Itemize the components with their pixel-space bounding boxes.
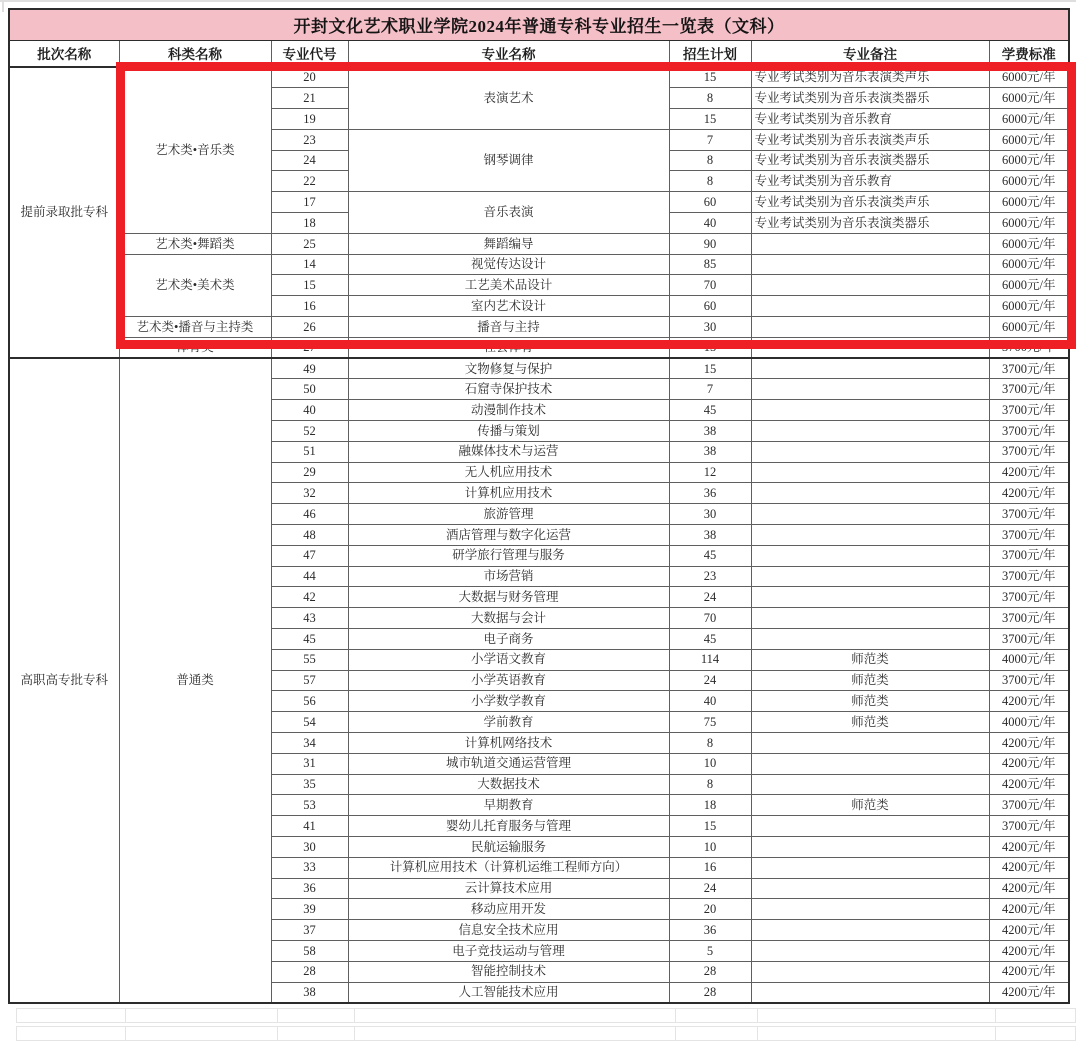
major-name-cell: 小学语文教育 (348, 649, 669, 670)
plan-cell: 5 (669, 940, 751, 961)
plan-cell: 15 (669, 337, 751, 358)
tuition-cell: 3700元/年 (989, 504, 1069, 525)
plan-cell: 15 (669, 358, 751, 379)
major-code-cell: 24 (271, 150, 348, 171)
major-code-cell: 58 (271, 940, 348, 961)
major-code-cell: 50 (271, 379, 348, 400)
admissions-table (8, 8, 1070, 1004)
major-code-cell: 42 (271, 587, 348, 608)
major-name-cell: 电子竞技运动与管理 (348, 940, 669, 961)
tuition-cell: 3700元/年 (989, 795, 1069, 816)
tuition-cell: 3700元/年 (989, 816, 1069, 837)
plan-cell: 8 (669, 774, 751, 795)
tuition-cell: 4200元/年 (989, 483, 1069, 504)
major-code-cell: 43 (271, 608, 348, 629)
remark-cell: 师范类 (751, 691, 989, 712)
tuition-cell: 3700元/年 (989, 400, 1069, 421)
major-name-cell: 小学数学教育 (348, 691, 669, 712)
tuition-cell: 3700元/年 (989, 337, 1069, 358)
title-row (9, 9, 1069, 40)
tuition-cell: 4200元/年 (989, 920, 1069, 941)
remark-cell (751, 982, 989, 1003)
column-header-category: 科类名称 (119, 40, 271, 67)
major-name-cell: 石窟寺保护技术 (348, 379, 669, 400)
tuition-cell: 6000元/年 (989, 67, 1069, 88)
table-row (9, 337, 1069, 358)
major-code-cell: 17 (271, 192, 348, 213)
tuition-cell: 3700元/年 (989, 566, 1069, 587)
major-code-cell: 45 (271, 629, 348, 650)
major-code-cell: 18 (271, 213, 348, 234)
tuition-cell: 3700元/年 (989, 441, 1069, 462)
major-name-cell: 婴幼儿托育服务与管理 (348, 816, 669, 837)
tuition-cell: 4000元/年 (989, 649, 1069, 670)
plan-cell: 45 (669, 400, 751, 421)
tuition-cell: 6000元/年 (989, 192, 1069, 213)
major-name-cell: 舞蹈编导 (348, 233, 669, 254)
major-code-cell: 30 (271, 836, 348, 857)
plan-cell: 70 (669, 608, 751, 629)
major-code-cell: 52 (271, 421, 348, 442)
major-code-cell: 29 (271, 462, 348, 483)
major-name-cell: 文物修复与保护 (348, 358, 669, 379)
major-name-cell: 大数据与财务管理 (348, 587, 669, 608)
plan-cell: 75 (669, 712, 751, 733)
remark-cell (751, 816, 989, 837)
major-name-cell: 计算机网络技术 (348, 733, 669, 754)
remark-cell (751, 920, 989, 941)
tuition-cell: 4000元/年 (989, 712, 1069, 733)
plan-cell: 90 (669, 233, 751, 254)
tuition-cell: 6000元/年 (989, 129, 1069, 150)
major-code-cell: 37 (271, 920, 348, 941)
plan-cell: 15 (669, 67, 751, 88)
major-name-cell: 视觉传达设计 (348, 254, 669, 275)
major-name-cell: 钢琴调律 (348, 129, 669, 191)
tuition-cell: 6000元/年 (989, 171, 1069, 192)
tuition-cell: 3700元/年 (989, 379, 1069, 400)
major-code-cell: 55 (271, 649, 348, 670)
plan-cell: 8 (669, 88, 751, 109)
ghost-cell (996, 1008, 1076, 1023)
table-row (9, 254, 1069, 275)
remark-cell (751, 753, 989, 774)
remark-cell (751, 337, 989, 358)
tuition-cell: 6000元/年 (989, 317, 1069, 338)
major-code-cell: 47 (271, 545, 348, 566)
remark-cell (751, 275, 989, 296)
ghost-cell (676, 1008, 758, 1023)
plan-cell: 7 (669, 129, 751, 150)
tuition-cell: 3700元/年 (989, 525, 1069, 546)
major-name-cell: 表演艺术 (348, 67, 669, 129)
plan-cell: 60 (669, 192, 751, 213)
ghost-cell (126, 1008, 278, 1023)
tuition-cell: 4200元/年 (989, 733, 1069, 754)
major-code-cell: 22 (271, 171, 348, 192)
remark-cell: 专业考试类别为音乐表演类器乐 (751, 88, 989, 109)
major-code-cell: 15 (271, 275, 348, 296)
remark-cell (751, 774, 989, 795)
category-name-cell: 体育类 (119, 337, 271, 358)
major-code-cell: 32 (271, 483, 348, 504)
plan-cell: 40 (669, 213, 751, 234)
major-code-cell: 35 (271, 774, 348, 795)
major-name-cell: 市场营销 (348, 566, 669, 587)
remark-cell: 专业考试类别为音乐教育 (751, 171, 989, 192)
major-name-cell: 学前教育 (348, 712, 669, 733)
remark-cell: 师范类 (751, 670, 989, 691)
remark-cell (751, 358, 989, 379)
plan-cell: 16 (669, 857, 751, 878)
ghost-cell (676, 1026, 758, 1041)
major-name-cell: 大数据技术 (348, 774, 669, 795)
remark-cell (751, 441, 989, 462)
tuition-cell: 3700元/年 (989, 670, 1069, 691)
major-code-cell: 28 (271, 961, 348, 982)
major-code-cell: 16 (271, 296, 348, 317)
major-name-cell: 社会体育 (348, 337, 669, 358)
remark-cell (751, 483, 989, 504)
major-name-cell: 计算机应用技术 (348, 483, 669, 504)
remark-cell (751, 504, 989, 525)
plan-cell: 10 (669, 753, 751, 774)
category-name-cell: 普通类 (119, 358, 271, 1003)
remark-cell (751, 629, 989, 650)
remark-cell (751, 587, 989, 608)
tuition-cell: 4200元/年 (989, 774, 1069, 795)
category-name-cell: 艺术类•舞蹈类 (119, 233, 271, 254)
major-code-cell: 48 (271, 525, 348, 546)
remark-cell (751, 608, 989, 629)
plan-cell: 23 (669, 566, 751, 587)
major-name-cell: 智能控制技术 (348, 961, 669, 982)
ghost-cell (758, 1026, 996, 1041)
major-name-cell: 动漫制作技术 (348, 400, 669, 421)
plan-cell: 12 (669, 462, 751, 483)
major-code-cell: 40 (271, 400, 348, 421)
remark-cell: 专业考试类别为音乐表演类声乐 (751, 67, 989, 88)
major-name-cell: 融媒体技术与运营 (348, 441, 669, 462)
remark-cell (751, 961, 989, 982)
remark-cell (751, 857, 989, 878)
major-name-cell: 人工智能技术应用 (348, 982, 669, 1003)
major-name-cell: 云计算技术应用 (348, 878, 669, 899)
ghost-row (16, 1008, 1076, 1023)
tuition-cell: 3700元/年 (989, 629, 1069, 650)
plan-cell: 28 (669, 961, 751, 982)
remark-cell (751, 545, 989, 566)
plan-cell: 18 (669, 795, 751, 816)
plan-cell: 40 (669, 691, 751, 712)
remark-cell (751, 296, 989, 317)
major-code-cell: 53 (271, 795, 348, 816)
remark-cell (751, 733, 989, 754)
tuition-cell: 4200元/年 (989, 940, 1069, 961)
batch-name-cell: 提前录取批专科 (9, 67, 119, 358)
tuition-cell: 4200元/年 (989, 982, 1069, 1003)
major-code-cell: 14 (271, 254, 348, 275)
major-code-cell: 34 (271, 733, 348, 754)
major-code-cell: 25 (271, 233, 348, 254)
remark-cell: 专业考试类别为音乐表演类声乐 (751, 192, 989, 213)
major-name-cell: 播音与主持 (348, 317, 669, 338)
column-header-plan: 招生计划 (669, 40, 751, 67)
plan-cell: 70 (669, 275, 751, 296)
ghost-row (16, 1026, 1076, 1041)
major-name-cell: 民航运输服务 (348, 836, 669, 857)
major-code-cell: 56 (271, 691, 348, 712)
tuition-cell: 4200元/年 (989, 899, 1069, 920)
major-code-cell: 39 (271, 899, 348, 920)
major-code-cell: 46 (271, 504, 348, 525)
remark-cell (751, 400, 989, 421)
tuition-cell: 4200元/年 (989, 836, 1069, 857)
tuition-cell: 6000元/年 (989, 296, 1069, 317)
ghost-cell (278, 1026, 355, 1041)
major-code-cell: 36 (271, 878, 348, 899)
plan-cell: 24 (669, 587, 751, 608)
tuition-cell: 4200元/年 (989, 753, 1069, 774)
remark-cell (751, 566, 989, 587)
category-name-cell: 艺术类•音乐类 (119, 67, 271, 233)
tuition-cell: 6000元/年 (989, 233, 1069, 254)
column-header-tuition: 学费标准 (989, 40, 1069, 67)
plan-cell: 45 (669, 545, 751, 566)
major-code-cell: 20 (271, 67, 348, 88)
tuition-cell: 3700元/年 (989, 358, 1069, 379)
column-header-major: 专业名称 (348, 40, 669, 67)
tuition-cell: 3700元/年 (989, 608, 1069, 629)
tuition-cell: 4200元/年 (989, 878, 1069, 899)
major-name-cell: 工艺美术品设计 (348, 275, 669, 296)
table-title: 开封文化艺术职业学院2024年普通专科专业招生一览表（文科） (9, 9, 1069, 40)
plan-cell: 20 (669, 899, 751, 920)
tuition-cell: 4200元/年 (989, 961, 1069, 982)
remark-cell (751, 899, 989, 920)
plan-cell: 30 (669, 317, 751, 338)
plan-cell: 28 (669, 982, 751, 1003)
ghost-cell (996, 1026, 1076, 1041)
major-code-cell: 41 (271, 816, 348, 837)
plan-cell: 8 (669, 171, 751, 192)
plan-cell: 15 (669, 816, 751, 837)
tuition-cell: 3700元/年 (989, 545, 1069, 566)
major-code-cell: 21 (271, 88, 348, 109)
plan-cell: 8 (669, 150, 751, 171)
tuition-cell: 6000元/年 (989, 109, 1069, 130)
major-code-cell: 26 (271, 317, 348, 338)
remark-cell (751, 254, 989, 275)
major-name-cell: 早期教育 (348, 795, 669, 816)
table-row (9, 67, 1069, 88)
remark-cell: 师范类 (751, 649, 989, 670)
ghost-cell (758, 1008, 996, 1023)
ghost-cell (126, 1026, 278, 1041)
column-header-batch: 批次名称 (9, 40, 119, 67)
remark-cell: 师范类 (751, 712, 989, 733)
plan-cell: 38 (669, 441, 751, 462)
tuition-cell: 6000元/年 (989, 88, 1069, 109)
major-name-cell: 酒店管理与数字化运营 (348, 525, 669, 546)
column-header-code: 专业代号 (271, 40, 348, 67)
major-name-cell: 旅游管理 (348, 504, 669, 525)
remark-cell (751, 525, 989, 546)
remark-cell (751, 421, 989, 442)
tuition-cell: 6000元/年 (989, 254, 1069, 275)
plan-cell: 114 (669, 649, 751, 670)
ghost-cell (16, 1026, 126, 1041)
plan-cell: 85 (669, 254, 751, 275)
plan-cell: 38 (669, 421, 751, 442)
plan-cell: 15 (669, 109, 751, 130)
remark-cell: 专业考试类别为音乐表演类声乐 (751, 129, 989, 150)
major-name-cell: 室内艺术设计 (348, 296, 669, 317)
plan-cell: 45 (669, 629, 751, 650)
remark-cell (751, 940, 989, 961)
plan-cell: 7 (669, 379, 751, 400)
major-code-cell: 27 (271, 337, 348, 358)
major-name-cell: 传播与策划 (348, 421, 669, 442)
tuition-cell: 4200元/年 (989, 857, 1069, 878)
remark-cell (751, 878, 989, 899)
major-code-cell: 44 (271, 566, 348, 587)
major-name-cell: 信息安全技术应用 (348, 920, 669, 941)
tuition-cell: 6000元/年 (989, 150, 1069, 171)
plan-cell: 60 (669, 296, 751, 317)
major-name-cell: 无人机应用技术 (348, 462, 669, 483)
table-wrap (8, 8, 1070, 1004)
table-row (9, 358, 1069, 379)
page-edge-artifact (0, 0, 1076, 2)
major-name-cell: 移动应用开发 (348, 899, 669, 920)
plan-cell: 8 (669, 733, 751, 754)
tuition-cell: 4200元/年 (989, 691, 1069, 712)
tuition-cell: 6000元/年 (989, 275, 1069, 296)
major-code-cell: 19 (271, 109, 348, 130)
remark-cell: 专业考试类别为音乐表演类器乐 (751, 150, 989, 171)
tuition-cell: 3700元/年 (989, 587, 1069, 608)
major-name-cell: 小学英语教育 (348, 670, 669, 691)
ghost-cell (355, 1008, 676, 1023)
table-row (9, 317, 1069, 338)
major-name-cell: 音乐表演 (348, 192, 669, 234)
remark-cell (751, 462, 989, 483)
major-code-cell: 54 (271, 712, 348, 733)
column-header-remark: 专业备注 (751, 40, 989, 67)
plan-cell: 24 (669, 878, 751, 899)
remark-cell: 师范类 (751, 795, 989, 816)
major-code-cell: 31 (271, 753, 348, 774)
plan-cell: 10 (669, 836, 751, 857)
major-name-cell: 电子商务 (348, 629, 669, 650)
tuition-cell: 3700元/年 (989, 421, 1069, 442)
plan-cell: 24 (669, 670, 751, 691)
category-name-cell: 艺术类•美术类 (119, 254, 271, 316)
major-code-cell: 51 (271, 441, 348, 462)
major-name-cell: 城市轨道交通运营管理 (348, 753, 669, 774)
page-edge-artifact (2, 0, 4, 12)
ghost-cell (278, 1008, 355, 1023)
remark-cell: 专业考试类别为音乐教育 (751, 109, 989, 130)
major-code-cell: 49 (271, 358, 348, 379)
header-row (9, 40, 1069, 67)
major-code-cell: 33 (271, 857, 348, 878)
major-name-cell: 大数据与会计 (348, 608, 669, 629)
batch-name-cell: 高职高专批专科 (9, 358, 119, 1003)
remark-cell (751, 379, 989, 400)
remark-cell (751, 233, 989, 254)
plan-cell: 36 (669, 920, 751, 941)
tuition-cell: 4200元/年 (989, 462, 1069, 483)
remark-cell (751, 317, 989, 338)
ghost-rows (16, 1008, 1076, 1042)
plan-cell: 38 (669, 525, 751, 546)
plan-cell: 36 (669, 483, 751, 504)
major-code-cell: 57 (271, 670, 348, 691)
remark-cell: 专业考试类别为音乐表演类器乐 (751, 213, 989, 234)
major-name-cell: 研学旅行管理与服务 (348, 545, 669, 566)
category-name-cell: 艺术类•播音与主持类 (119, 317, 271, 338)
tuition-cell: 6000元/年 (989, 213, 1069, 234)
major-code-cell: 23 (271, 129, 348, 150)
major-name-cell: 计算机应用技术（计算机运维工程师方向） (348, 857, 669, 878)
remark-cell (751, 836, 989, 857)
ghost-cell (355, 1026, 676, 1041)
ghost-cell (16, 1008, 126, 1023)
table-row (9, 233, 1069, 254)
plan-cell: 30 (669, 504, 751, 525)
major-code-cell: 38 (271, 982, 348, 1003)
